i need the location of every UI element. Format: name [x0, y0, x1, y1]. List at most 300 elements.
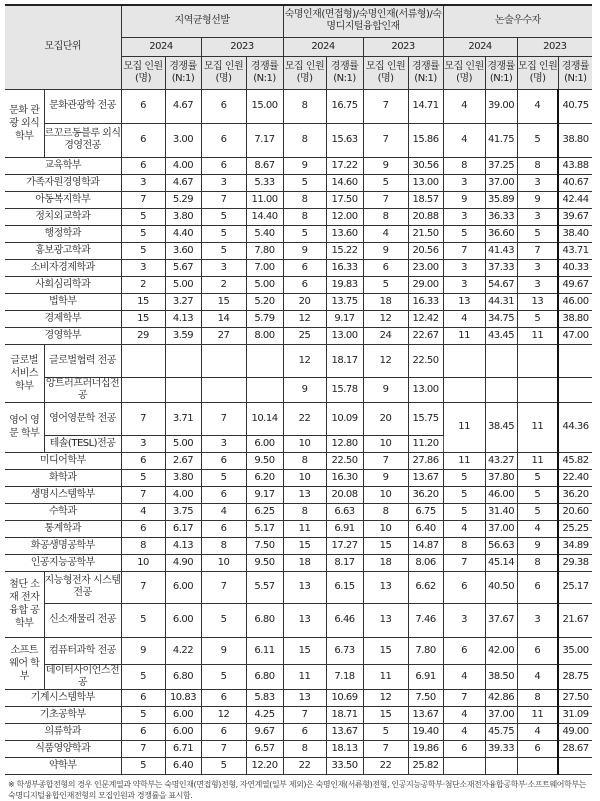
quota-cell: 13 [283, 603, 326, 637]
quota-cell: 6 [201, 89, 246, 123]
division-cell: 소프트 웨어 학부 [5, 637, 44, 689]
quota-cell: 20 [283, 293, 326, 310]
quota-cell: 11 [283, 520, 326, 537]
quota-cell: 13 [517, 293, 558, 310]
rate-cell: 38.80 [558, 123, 592, 157]
quota-cell: 6 [283, 259, 326, 276]
quota-cell: 15 [201, 293, 246, 310]
rate-cell: 6.80 [165, 664, 201, 689]
quota-cell: 11 [443, 452, 485, 469]
rate-cell: 28.75 [558, 664, 592, 689]
rate-cell [485, 344, 517, 377]
rate-cell: 5.00 [246, 276, 283, 293]
quota-cell: 3 [443, 208, 485, 225]
rate-column-header: 경쟁률 (N:1) [408, 56, 443, 89]
quota-cell: 3 [121, 435, 165, 452]
rate-cell [485, 377, 517, 402]
rate-cell: 44.31 [485, 293, 517, 310]
rate-cell: 36.20 [558, 486, 592, 503]
rate-cell: 27.86 [408, 452, 443, 469]
rate-cell: 25.17 [558, 571, 592, 603]
quota-cell: 10 [363, 486, 408, 503]
table-row [5, 689, 592, 706]
unit-name-cell: 통계학과 [5, 520, 121, 537]
rate-cell: 4.67 [165, 89, 201, 123]
rate-cell [165, 344, 201, 377]
rate-cell: 40.50 [485, 571, 517, 603]
rate-cell: 20.60 [558, 503, 592, 520]
rate-cell: 15.86 [408, 123, 443, 157]
rate-cell: 38.80 [558, 310, 592, 327]
rate-cell: 5.79 [246, 310, 283, 327]
rate-cell: 4.67 [165, 174, 201, 191]
quota-cell: 5 [121, 208, 165, 225]
quota-cell: 25 [283, 327, 326, 344]
unit-name-cell: 사회심리학과 [5, 276, 121, 293]
rate-cell: 43.27 [485, 452, 517, 469]
rate-cell: 39.33 [485, 740, 517, 757]
quota-cell: 5 [121, 706, 165, 723]
unit-name-cell: 행정학과 [5, 225, 121, 242]
quota-cell: 11 [443, 402, 485, 452]
rate-cell: 6.25 [246, 503, 283, 520]
quota-cell: 5 [363, 723, 408, 740]
table-row [5, 344, 592, 377]
quota-cell: 10 [121, 554, 165, 571]
quota-cell: 5 [201, 225, 246, 242]
quota-cell: 4 [443, 520, 485, 537]
quota-cell: 5 [517, 486, 558, 503]
rate-cell: 6.71 [165, 740, 201, 757]
rate-cell: 7.00 [246, 259, 283, 276]
rate-cell: 14.71 [408, 89, 443, 123]
quota-cell: 10 [201, 554, 246, 571]
rate-cell [165, 377, 201, 402]
quota-cell: 9 [121, 637, 165, 664]
quota-column-header: 모집 인원(명) [363, 56, 408, 89]
quota-cell: 5 [201, 469, 246, 486]
quota-cell: 7 [443, 689, 485, 706]
quota-cell: 3 [517, 208, 558, 225]
rate-cell: 5.83 [246, 689, 283, 706]
rate-cell: 3.71 [165, 402, 201, 435]
unit-name-cell: 교육학부 [5, 157, 121, 174]
quota-cell: 4 [201, 503, 246, 520]
quota-cell: 10 [283, 435, 326, 452]
quota-cell: 11 [517, 706, 558, 723]
quota-cell: 7 [121, 486, 165, 503]
rate-cell: 12.20 [246, 757, 283, 774]
quota-cell: 8 [517, 554, 558, 571]
unit-name-cell: 정치외교학과 [5, 208, 121, 225]
quota-cell: 5 [121, 242, 165, 259]
rate-cell: 8.17 [326, 554, 363, 571]
rate-cell: 41.43 [485, 242, 517, 259]
rate-cell: 6.11 [246, 637, 283, 664]
rate-cell: 38.40 [558, 225, 592, 242]
rate-cell: 7.17 [246, 123, 283, 157]
quota-cell [517, 377, 558, 402]
quota-cell: 7 [283, 706, 326, 723]
quota-cell: 9 [283, 157, 326, 174]
quota-cell: 4 [517, 520, 558, 537]
rate-cell: 5.57 [246, 571, 283, 603]
quota-cell: 8 [517, 689, 558, 706]
quota-cell: 6 [443, 571, 485, 603]
rate-cell: 23.00 [408, 259, 443, 276]
unit-name-cell: 아동복지학부 [5, 191, 121, 208]
rate-cell: 4.25 [246, 706, 283, 723]
group-header-essay: 논술우수자 [443, 5, 592, 37]
quota-cell: 13 [363, 571, 408, 603]
rate-cell: 17.22 [326, 157, 363, 174]
quota-cell: 13 [443, 293, 485, 310]
quota-cell: 9 [363, 469, 408, 486]
division-cell: 첨단 소재 전자 융합 공학부 [5, 571, 44, 637]
year-header: 2023 [201, 37, 283, 56]
table-row [5, 225, 592, 242]
year-header: 2024 [283, 37, 363, 56]
table-row [5, 740, 592, 757]
rate-cell: 56.63 [485, 537, 517, 554]
rate-cell: 3.60 [165, 242, 201, 259]
table-row [5, 310, 592, 327]
rate-cell: 7.50 [246, 537, 283, 554]
quota-cell [201, 344, 246, 377]
quota-cell: 8 [121, 537, 165, 554]
quota-cell: 6 [121, 689, 165, 706]
quota-cell: 7 [363, 123, 408, 157]
quota-cell: 5 [283, 225, 326, 242]
rate-cell: 34.75 [485, 310, 517, 327]
quota-cell: 6 [201, 486, 246, 503]
rate-cell: 15.78 [326, 377, 363, 402]
rate-column-header: 경쟁률 (N:1) [485, 56, 517, 89]
rate-cell: 11.20 [408, 435, 443, 452]
rate-cell: 5.00 [165, 276, 201, 293]
quota-cell: 7 [201, 191, 246, 208]
rate-cell: 30.56 [408, 157, 443, 174]
table-row [5, 276, 592, 293]
rate-cell: 5.67 [165, 259, 201, 276]
rate-cell: 7.80 [408, 637, 443, 664]
quota-cell: 15 [283, 637, 326, 664]
table-row [5, 293, 592, 310]
quota-cell: 3 [517, 276, 558, 293]
rate-column-header: 경쟁률 (N:1) [558, 56, 592, 89]
quota-column-header: 모집 인원(명) [517, 56, 558, 89]
quota-cell [443, 757, 485, 774]
quota-cell: 7 [121, 571, 165, 603]
table-row [5, 242, 592, 259]
quota-cell: 4 [443, 723, 485, 740]
quota-cell: 5 [201, 242, 246, 259]
footnote: ※ 학생부종합전형의 경우 인문계열과 약학부는 숙명인재(면접형)전형, 자연계열(일부 제외)은 숙명인재(서류형)전형, 인공지능공학부·첨단소재전자융합공학부·소프트웨어학부는 숙명디지털융합인재전형의 모집인원과 경쟁률을 표시함. [8, 779, 587, 800]
quota-cell: 8 [283, 191, 326, 208]
rate-cell: 19.40 [408, 723, 443, 740]
unit-name-cell: 식품영양학과 [5, 740, 121, 757]
quota-column-header: 모집 인원(명) [283, 56, 326, 89]
rate-cell: 7.18 [326, 664, 363, 689]
rate-cell: 6.00 [165, 723, 201, 740]
rate-cell: 20.08 [326, 486, 363, 503]
rate-cell [246, 344, 283, 377]
quota-cell: 7 [201, 740, 246, 757]
unit-name-cell: 약학부 [5, 757, 121, 774]
rate-cell: 49.67 [558, 276, 592, 293]
quota-cell [517, 757, 558, 774]
quota-cell: 3 [443, 276, 485, 293]
rate-cell: 42.00 [485, 637, 517, 664]
quota-cell: 5 [121, 757, 165, 774]
quota-cell [201, 377, 246, 402]
quota-cell: 3 [201, 174, 246, 191]
quota-cell: 12 [363, 344, 408, 377]
rate-cell: 37.67 [485, 603, 517, 637]
quota-cell: 10 [283, 469, 326, 486]
rate-cell: 37.00 [485, 706, 517, 723]
quota-cell: 22 [363, 757, 408, 774]
quota-cell: 14 [201, 310, 246, 327]
division-cell: 영어 영문 학부 [5, 402, 44, 452]
quota-cell: 5 [443, 486, 485, 503]
table-row [5, 208, 592, 225]
rate-cell: 4.13 [165, 537, 201, 554]
quota-cell: 9 [517, 191, 558, 208]
rate-cell: 6.63 [326, 503, 363, 520]
quota-cell: 3 [121, 259, 165, 276]
rate-cell: 6.91 [408, 664, 443, 689]
quota-cell: 24 [363, 327, 408, 344]
rate-cell: 6.17 [165, 520, 201, 537]
rate-cell: 37.80 [485, 469, 517, 486]
table-row [5, 757, 592, 774]
rate-cell: 6.00 [165, 571, 201, 603]
quota-cell: 15 [121, 293, 165, 310]
rate-cell: 49.00 [558, 723, 592, 740]
rate-cell: 11.00 [246, 191, 283, 208]
rate-column-header: 경쟁률 (N:1) [326, 56, 363, 89]
rate-cell: 2.67 [165, 452, 201, 469]
quota-cell: 5 [517, 225, 558, 242]
quota-cell: 6 [517, 571, 558, 603]
quota-cell: 7 [363, 191, 408, 208]
quota-cell: 6 [201, 452, 246, 469]
quota-cell: 12 [283, 344, 326, 377]
quota-cell: 22 [283, 402, 326, 435]
unit-name-cell: 르꼬르동블루 외식경영전공 [44, 123, 121, 157]
unit-name-cell: 홍보광고학과 [5, 242, 121, 259]
quota-cell: 10 [363, 520, 408, 537]
rate-cell: 40.75 [558, 89, 592, 123]
unit-name-cell: 법학부 [5, 293, 121, 310]
quota-cell: 18 [363, 554, 408, 571]
rate-cell: 3.75 [165, 503, 201, 520]
quota-column-header: 모집 인원(명) [443, 56, 485, 89]
table-row [5, 157, 592, 174]
rate-cell: 17.27 [326, 537, 363, 554]
rate-cell: 6.62 [408, 571, 443, 603]
rate-cell: 9.67 [246, 723, 283, 740]
year-header: 2024 [443, 37, 517, 56]
quota-cell: 8 [201, 537, 246, 554]
rate-cell: 10.69 [326, 689, 363, 706]
rate-cell: 25.25 [558, 520, 592, 537]
table-row [5, 706, 592, 723]
quota-cell: 5 [363, 174, 408, 191]
table-row [5, 452, 592, 469]
rate-cell: 22.50 [326, 452, 363, 469]
year-header: 2023 [517, 37, 592, 56]
quota-cell: 4 [121, 503, 165, 520]
quota-cell: 5 [363, 276, 408, 293]
rate-cell: 39.67 [558, 208, 592, 225]
unit-name-cell: 생명시스템학부 [5, 486, 121, 503]
table-row [5, 520, 592, 537]
quota-cell: 9 [363, 157, 408, 174]
quota-cell: 13 [283, 571, 326, 603]
rate-cell: 5.20 [246, 293, 283, 310]
rate-cell: 6.80 [246, 664, 283, 689]
quota-cell: 3 [201, 435, 246, 452]
admission-competition-table [5, 4, 592, 775]
quota-cell: 12 [363, 689, 408, 706]
division-cell: 문화 관광 외식 학부 [5, 89, 44, 157]
rate-cell: 27.50 [558, 689, 592, 706]
table-row [5, 402, 592, 435]
unit-name-cell: 화학과 [5, 469, 121, 486]
quota-cell: 6 [443, 740, 485, 757]
rate-cell: 19.83 [326, 276, 363, 293]
table-row [5, 469, 592, 486]
quota-cell: 4 [443, 706, 485, 723]
quota-cell: 6 [201, 520, 246, 537]
quota-cell: 10 [363, 435, 408, 452]
rate-cell: 4.22 [165, 637, 201, 664]
rate-cell: 6.00 [246, 435, 283, 452]
rate-cell [558, 757, 592, 774]
quota-cell: 6 [121, 452, 165, 469]
quota-cell: 13 [283, 689, 326, 706]
rate-cell: 16.75 [326, 89, 363, 123]
quota-cell: 8 [283, 208, 326, 225]
rate-cell: 19.86 [408, 740, 443, 757]
quota-cell: 5 [201, 603, 246, 637]
quota-cell: 3 [201, 259, 246, 276]
rate-cell: 4.13 [165, 310, 201, 327]
rate-cell: 13.00 [408, 174, 443, 191]
unit-name-cell: 경제학부 [5, 310, 121, 327]
rate-cell: 16.33 [408, 293, 443, 310]
quota-cell [443, 344, 485, 377]
rate-cell: 21.67 [558, 603, 592, 637]
rate-cell: 45.82 [558, 452, 592, 469]
rate-cell: 42.86 [485, 689, 517, 706]
unit-name-cell: 화공생명공학부 [5, 537, 121, 554]
rate-cell: 37.25 [485, 157, 517, 174]
quota-cell: 2 [201, 276, 246, 293]
quota-cell: 7 [443, 554, 485, 571]
rate-cell: 38.45 [485, 402, 517, 452]
rate-cell: 9.17 [326, 310, 363, 327]
rate-cell: 36.20 [408, 486, 443, 503]
rate-cell: 9.50 [246, 554, 283, 571]
rate-cell [485, 757, 517, 774]
quota-cell: 7 [201, 402, 246, 435]
quota-cell: 6 [201, 157, 246, 174]
quota-cell: 6 [121, 520, 165, 537]
rate-cell: 10.83 [165, 689, 201, 706]
quota-cell: 6 [443, 637, 485, 664]
rate-cell: 18.17 [326, 344, 363, 377]
quota-cell: 18 [283, 554, 326, 571]
rate-cell: 42.44 [558, 191, 592, 208]
rate-cell: 34.89 [558, 537, 592, 554]
quota-cell: 11 [283, 664, 326, 689]
rate-cell: 18.71 [326, 706, 363, 723]
unit-name-cell: 미디어학부 [5, 452, 121, 469]
table-row [5, 377, 592, 402]
rate-cell: 14.40 [246, 208, 283, 225]
rate-cell: 3.27 [165, 293, 201, 310]
rate-cell: 6.40 [165, 757, 201, 774]
quota-cell: 15 [363, 537, 408, 554]
rate-cell: 28.67 [558, 740, 592, 757]
quota-cell: 3 [517, 259, 558, 276]
quota-cell: 20 [363, 402, 408, 435]
quota-cell: 8 [283, 503, 326, 520]
unit-name-cell: 가족자원경영학과 [5, 174, 121, 191]
rate-cell: 7.80 [246, 242, 283, 259]
rate-cell [558, 344, 592, 377]
table-row [5, 174, 592, 191]
quota-cell: 4 [517, 664, 558, 689]
rate-cell: 20.56 [408, 242, 443, 259]
rate-cell: 33.50 [326, 757, 363, 774]
unit-name-cell: 테솔(TESL)전공 [44, 435, 121, 452]
rate-cell: 13.75 [326, 293, 363, 310]
unit-header: 모집단위 [5, 5, 121, 89]
unit-name-cell: 데이터사이언스전공 [45, 664, 120, 688]
quota-cell: 5 [201, 208, 246, 225]
quota-cell: 9 [363, 242, 408, 259]
rate-cell: 3.80 [165, 469, 201, 486]
rate-cell: 40.67 [558, 174, 592, 191]
rate-cell: 21.50 [408, 225, 443, 242]
quota-cell: 8 [283, 452, 326, 469]
quota-cell: 6 [121, 157, 165, 174]
rate-cell: 15.75 [408, 402, 443, 435]
quota-cell: 12 [363, 310, 408, 327]
table-row [5, 554, 592, 571]
rate-cell: 13.60 [326, 225, 363, 242]
quota-cell: 8 [363, 208, 408, 225]
quota-cell: 7 [121, 191, 165, 208]
unit-name-cell: 지능형전자 시스템전공 [44, 571, 121, 603]
quota-cell: 3 [443, 603, 485, 637]
rate-cell: 13.00 [408, 377, 443, 402]
rate-cell: 43.71 [558, 242, 592, 259]
rate-cell: 6.57 [246, 740, 283, 757]
quota-column-header: 모집 인원(명) [201, 56, 246, 89]
table-row [5, 259, 592, 276]
quota-cell: 6 [363, 259, 408, 276]
rate-cell: 46.00 [558, 293, 592, 310]
rate-cell: 29.38 [558, 554, 592, 571]
rate-column-header: 경쟁률 (N:1) [165, 56, 201, 89]
rate-cell: 5.40 [246, 225, 283, 242]
quota-cell: 5 [283, 174, 326, 191]
